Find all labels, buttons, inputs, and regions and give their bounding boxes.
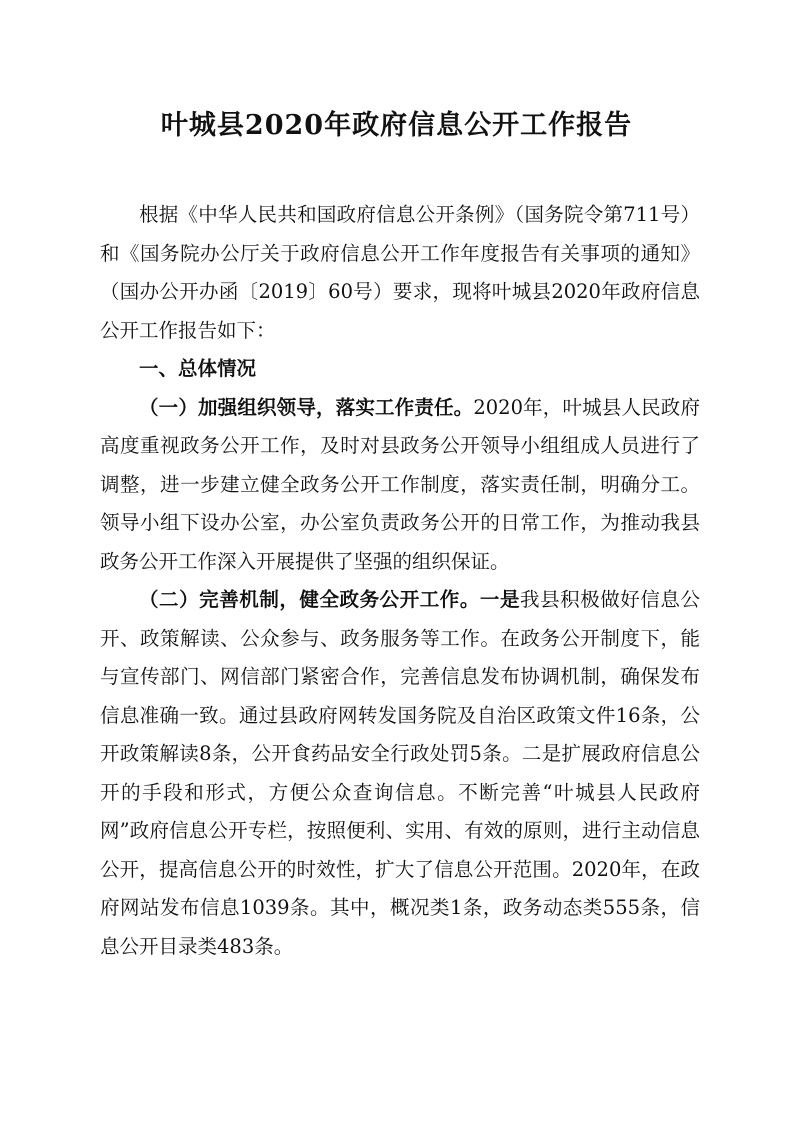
paragraph-organization bbox=[100, 389, 700, 582]
paragraph-mechanism-lead: （二）完善机制，健全政务公开工作。 bbox=[139, 588, 480, 611]
document-title: 叶城县2020年政府信息公开工作报告 bbox=[160, 110, 633, 141]
paragraph-mechanism bbox=[100, 581, 700, 966]
section-heading: 一、总体情况 bbox=[139, 357, 257, 380]
intro-paragraph: 根据《中华人民共和国政府信息公开条例》（国务院令第711号）和《国务院办公厅关于政府信息公开工作年度报告有关事项的通知》（国办公开办函〔2019〕60号）要求，现将叶城县2020年政府信息公开工作报告如下： bbox=[100, 203, 700, 342]
paragraph-mechanism-marker: 一是 bbox=[479, 588, 521, 611]
paragraph-organization-text: 2020年，叶城县人民政府高度重视政务公开工作，及时对县政务公开领导小组组成人员进行了调整，进一步建立健全政务公开工作制度，落实责任制，明确分工。领导小组下设办公室，办公室负责政务公开的日常工作，为推动我县政务公开工作深入开展提供了坚强的组织保证。 bbox=[100, 395, 700, 573]
paragraph-mechanism-text: 我县积极做好信息公开、政策解读、公众参与、政务服务等工作。在政务公开制度下，能与宣传部门、网信部门紧密合作，完善信息发布协调机制，确保发布信息准确一致。通过县政府网转发国务院及自治区政策文件16条，公开政策解读8条，公开食药品安全行政处罚5条。二是扩展政府信息公开的手段和形式，方便公众查询信息。不断完善“叶城县人民政府网”政府信息公开专栏，按照便利、实用、有效的原则，进行主动信息公开，提高信息公开的时效性，扩大了信息公开范围。2020年，在政府网站发布信息1039条。其中，概况类1条，政务动态类555条，信息公开目录类483条。 bbox=[100, 588, 700, 958]
document-body bbox=[100, 196, 700, 966]
paragraph-organization-lead: （一）加强组织领导，落实工作责任。 bbox=[139, 395, 474, 419]
